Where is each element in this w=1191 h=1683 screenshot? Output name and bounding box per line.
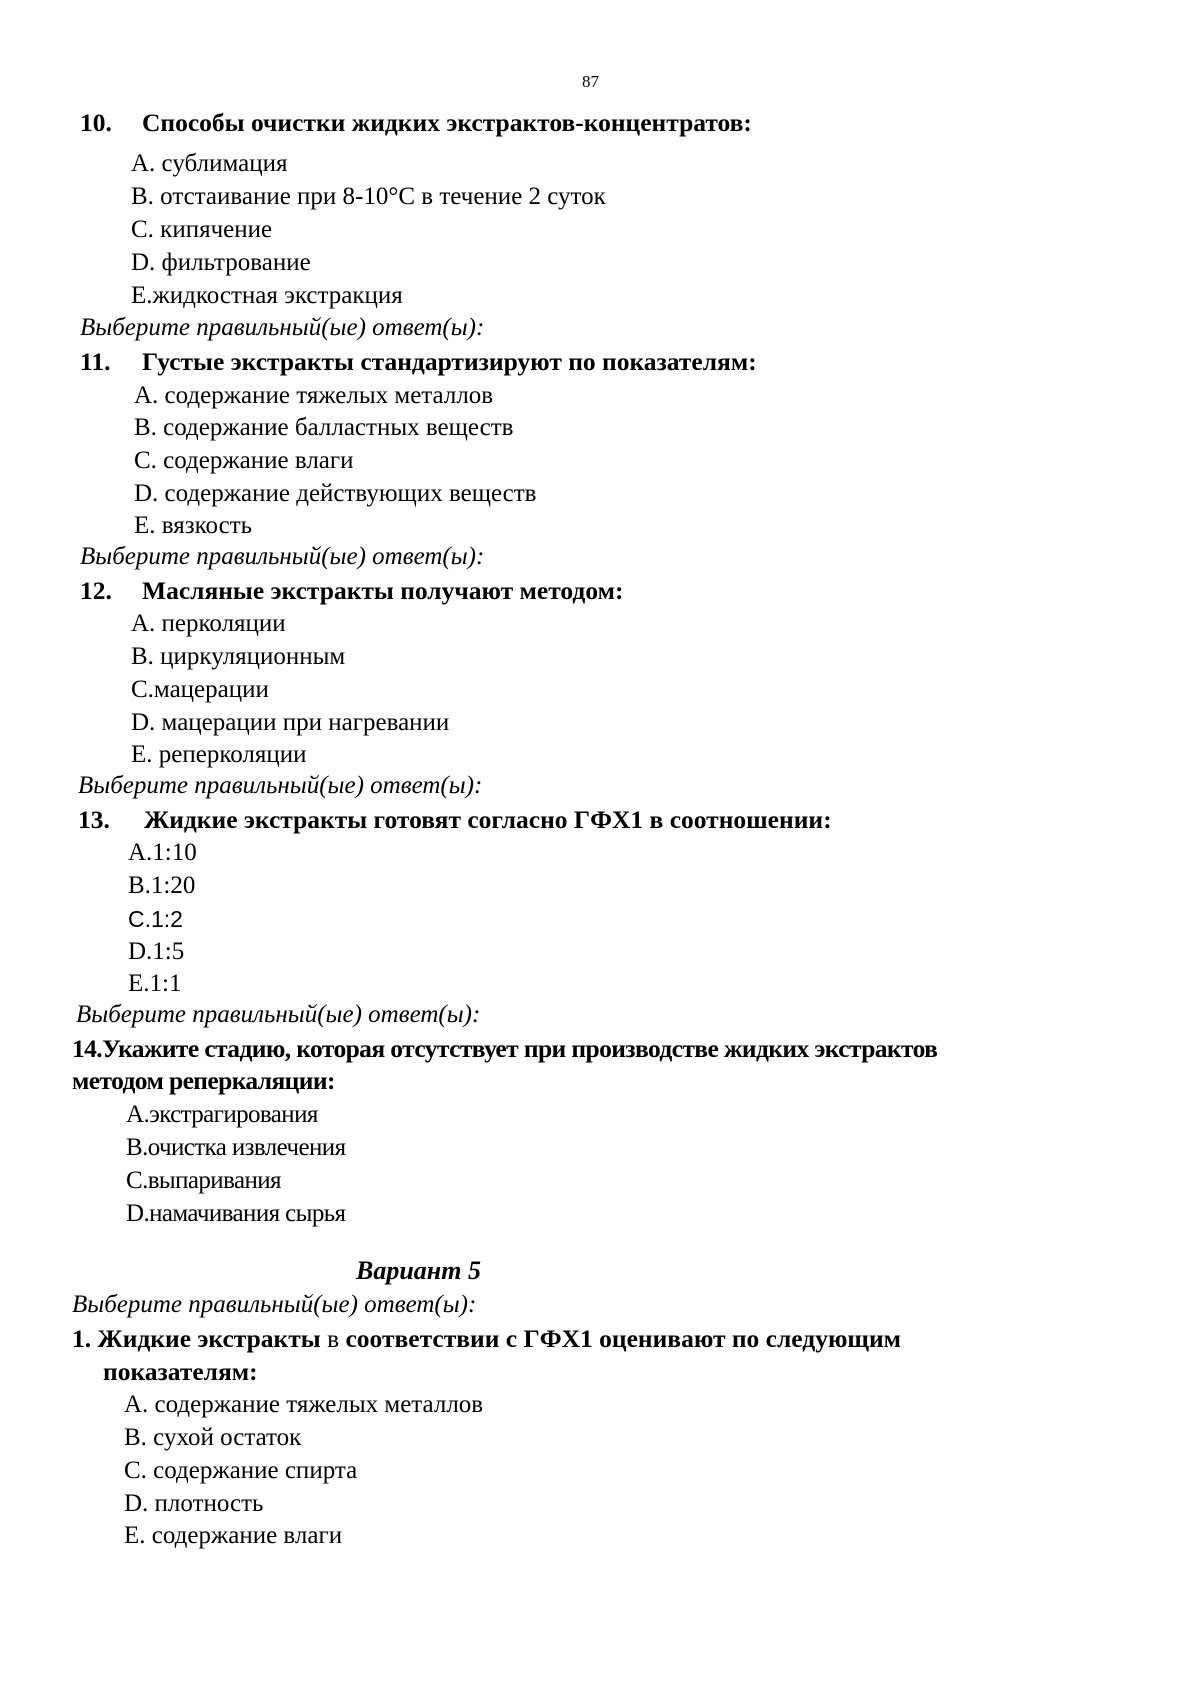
option-a: А. содержание тяжелых металлов	[124, 1391, 484, 1418]
option-d: D.намачивания сырья	[126, 1200, 346, 1227]
option-d: D. плотность	[124, 1490, 264, 1517]
variant-question-1-line-1	[72, 1324, 901, 1354]
question-text: Масляные экстракты получают методом:	[142, 576, 624, 605]
instruction: Выберите правильный(ые) ответ(ы):	[80, 314, 485, 341]
question-14-line-1: 14.Укажите стадию, которая отсутствует при производстве жидких экстрактов	[72, 1034, 938, 1063]
option-c: С.1:2	[128, 906, 183, 932]
question-number: 13.	[78, 805, 110, 834]
question-13	[78, 805, 832, 835]
instruction: Выберите правильный(ые) ответ(ы):	[72, 1291, 477, 1318]
option-d: D. мацерации при нагревании	[131, 709, 450, 736]
question-number: 11.	[80, 347, 111, 376]
question-number: 12.	[80, 576, 112, 605]
question-text-part-b: соответствии с ГФХ1 оценивают по следующим	[345, 1324, 902, 1353]
option-e: Е.жидкостная экстракция	[131, 282, 403, 309]
option-e: Е. содержание влаги	[124, 1522, 343, 1549]
option-b: В.1:20	[128, 872, 196, 899]
option-b: В. содержание балластных веществ	[134, 414, 514, 441]
question-10	[80, 108, 752, 138]
question-number: 1.	[72, 1324, 92, 1353]
option-a: А. содержание тяжелых металлов	[134, 382, 494, 409]
page-number: 87	[582, 72, 599, 91]
option-d: D.1:5	[128, 938, 185, 965]
option-c: С.выпаривания	[126, 1167, 281, 1194]
option-e: Е. вязкость	[134, 512, 253, 539]
instruction: Выберите правильный(ые) ответ(ы):	[78, 772, 483, 799]
instruction: Выберите правильный(ые) ответ(ы):	[76, 1001, 481, 1028]
question-text: Способы очистки жидких экстрактов-концентратов:	[142, 108, 752, 137]
question-text: Жидкие экстракты готовят согласно ГФХ1 в соотношении:	[144, 805, 832, 834]
option-e: Е. реперколяции	[131, 741, 307, 768]
option-c: С. содержание спирта	[124, 1457, 358, 1484]
option-c: С.мацерации	[131, 676, 269, 703]
option-c: С. содержание влаги	[134, 447, 354, 474]
question-12	[80, 576, 623, 606]
question-number: 10.	[80, 108, 112, 137]
option-a: А. перколяции	[131, 610, 286, 637]
option-b: В.очистка извлечения	[126, 1134, 346, 1161]
option-a: А.1:10	[128, 839, 197, 866]
question-text: Густые экстракты стандартизируют по показателям:	[142, 347, 757, 376]
option-d: D. содержание действующих веществ	[134, 480, 537, 507]
option-a: А. сублимация	[131, 150, 288, 177]
option-b: В. циркуляционным	[131, 643, 346, 670]
instruction: Выберите правильный(ые) ответ(ы):	[80, 543, 485, 570]
option-c: С. кипячение	[131, 216, 273, 243]
option-d: D. фильтрование	[131, 249, 311, 276]
question-text-part-normal: в	[320, 1324, 346, 1353]
question-14-line-2: методом реперкаляции:	[72, 1066, 335, 1095]
option-b: В. сухой остаток	[124, 1424, 302, 1451]
variant-question-1-line-2: показателям:	[103, 1357, 258, 1386]
question-text-part-a: Жидкие экстракты	[97, 1324, 321, 1353]
option-b: В. отстаивание при 8-10°С в течение 2 суток	[131, 183, 606, 210]
question-11	[80, 347, 757, 377]
variant-heading: Вариант 5	[356, 1256, 481, 1285]
option-a: А.экстрагирования	[126, 1101, 318, 1128]
option-e: Е.1:1	[128, 970, 182, 997]
